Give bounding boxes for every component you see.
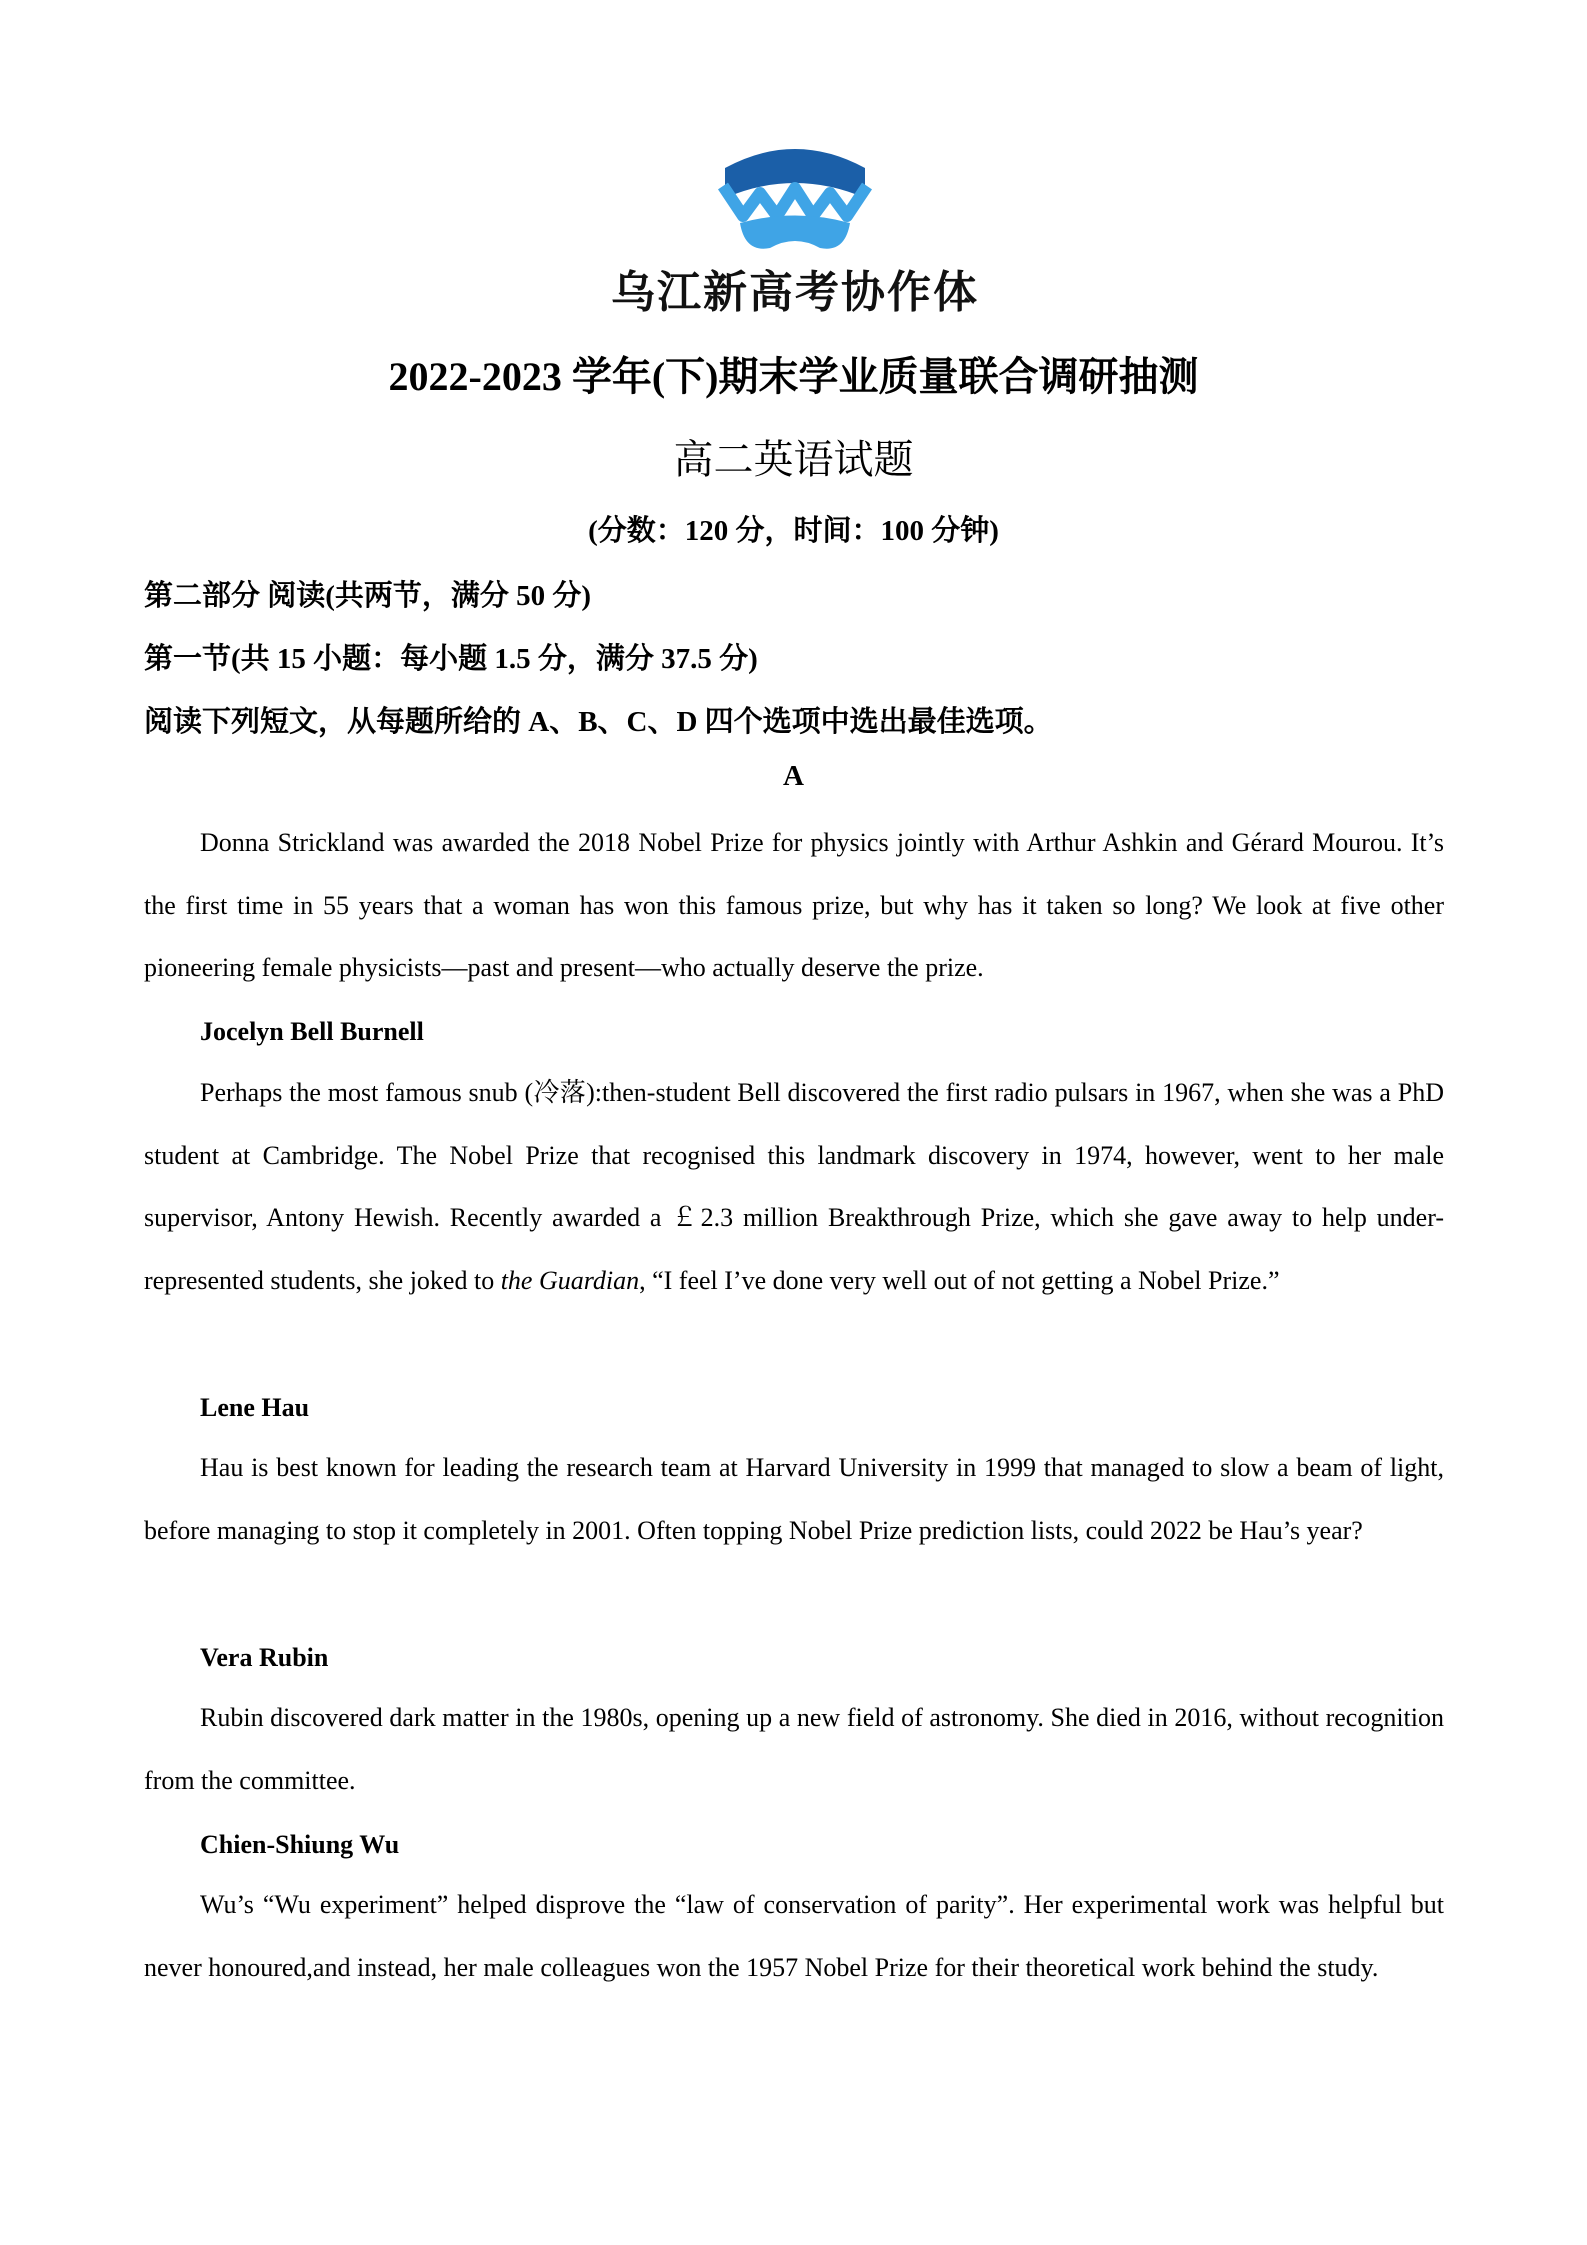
section-heading: 第一节(共 15 小题：每小题 1.5 分，满分 37.5 分)	[144, 643, 758, 675]
physicist-paragraph: Rubin discovered dark matter in the 1980s, opening up a new field of astronomy. She died in 2016, without recognition from the committee.	[144, 1703, 1444, 1795]
physicist-name: Lene Hau	[200, 1393, 310, 1422]
part-heading: 第二部分 阅读(共两节，满分 50 分)	[144, 580, 592, 612]
exam-subtitle: 高二英语试题	[673, 437, 914, 482]
newspaper-title: the Guardian	[500, 1265, 640, 1295]
physicist-name: Chien-Shiung Wu	[200, 1830, 400, 1859]
wave-logo-icon	[575, 138, 1015, 258]
physicist-name: Vera Rubin	[200, 1643, 329, 1672]
logo-text: 乌江新高考协作体	[611, 267, 979, 318]
passage-intro: Donna Strickland was awarded the 2018 Nobel Prize for physics jointly with Arthur Ashkin and Gérard Mourou. It’s the first time in 55 years that a woman has won this famous prize, but why has it taken so long? We look at five other pioneering female physicists—past and present—who actually deserve the prize.	[144, 828, 1444, 982]
exam-title: 2022-2023 学年(下)期末学业质量联合调研抽测	[388, 354, 1199, 399]
physicist-name: Jocelyn Bell Burnell	[200, 1017, 424, 1046]
directions: 阅读下列短文，从每题所给的 A、B、C、D 四个选项中选出最佳选项。	[144, 706, 1053, 738]
physicist-paragraph: Hau is best known for leading the research team at Harvard University in 1999 that managed to slow a beam of light, before managing to stop it completely in 2001. Often topping Nobel Prize prediction lists, could 2022 be Hau’s year?	[144, 1453, 1444, 1545]
physicist-paragraph: Perhaps the most famous snub (冷落):then-student Bell discovered the first radio pulsars in 1967, when she was a PhD student at Cambridge. The Nobel Prize that recognised this landmark discovery in 1974, however, went to her male supervisor, Antony Hewish. Recently awarded a ￡2.3 million Breakthrough Prize, which she gave away to help under-represented students, she joked to the Guardian, “I feel I’ve done very well out of not getting a Nobel Prize.”	[144, 1078, 1444, 1295]
publisher-logo	[575, 138, 1015, 318]
physicist-paragraph: Wu’s “Wu experiment” helped disprove the “law of conservation of parity”. Her experimental work was helpful but never honoured,and instead, her male colleagues won the 1957 Nobel Prize for their theoretical work behind the study.	[144, 1890, 1444, 1982]
score-line: (分数：120 分，时间：100 分钟)	[588, 515, 999, 547]
passage-label: A	[783, 760, 804, 792]
